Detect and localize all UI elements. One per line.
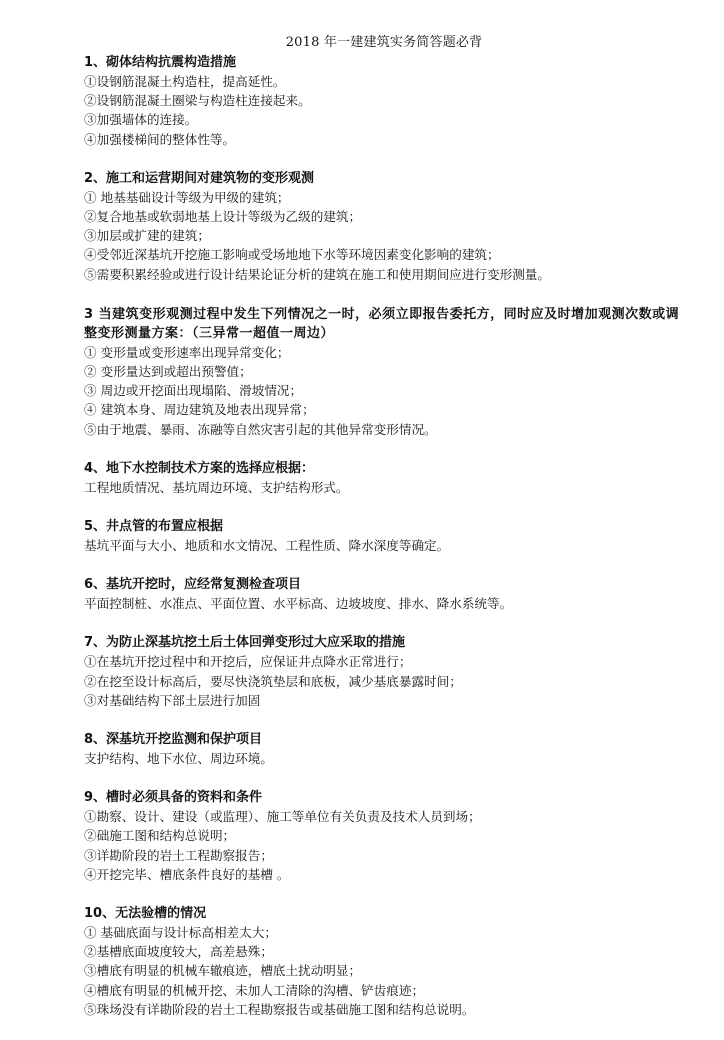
section-line: ⑤需要积累经验或进行设计结果论证分析的建筑在施工和使用期间应进行变形测量。 xyxy=(84,266,550,282)
section-9 xyxy=(84,789,684,884)
section-heading: 9、槽时必须具备的资料和条件 xyxy=(84,790,263,806)
section-heading: 1、砌体结构抗震构造措施 xyxy=(84,55,237,70)
section-line: ①勘察、设计、建设（或监理）、施工等单位有关负责及技术人员到场； xyxy=(84,809,481,825)
section-line: ②设钢筋混凝土圈梁与构造柱连接起来。 xyxy=(84,93,311,109)
section-10 xyxy=(84,905,684,1019)
section-line: ③ 周边或开挖面出现塌陷、滑坡情况； xyxy=(84,383,303,399)
section-heading: 8、深基坑开挖监测和保护项目 xyxy=(84,732,263,748)
section-heading: 4、地下水控制技术方案的选择应根据： xyxy=(84,460,315,476)
section-6 xyxy=(84,576,684,613)
section-line: ① 地基基础设计等级为甲级的建筑； xyxy=(84,189,290,205)
section-heading: 7、为防止深基坑挖土后土体回弹变形过大应采取的措施 xyxy=(84,635,406,651)
section-4 xyxy=(84,460,684,497)
section-8 xyxy=(84,731,684,768)
section-line: ④受邻近深基坑开挖施工影响或受场地地下水等环境因素变化影响的建筑； xyxy=(84,247,500,263)
section-line: ④ 建筑本身、周边建筑及地表出现异常； xyxy=(84,402,315,418)
document-page xyxy=(84,33,684,1040)
section-line: 工程地质情况、基坑周边环境、支护结构形式。 xyxy=(84,479,349,495)
section-line: ⑤由于地震、暴雨、冻融等自然灾害引起的其他异常变形情况。 xyxy=(84,421,437,437)
section-line: ② 变形量达到或超出预警值； xyxy=(84,364,252,380)
section-line: ②在挖至设计标高后，要尽快浇筑垫层和底板，减少基底暴露时间； xyxy=(84,673,462,689)
section-line: ②复合地基或软弱地基上设计等级为乙级的建筑； xyxy=(84,209,362,225)
section-line: ⑤珠场没有详勘阶段的岩土工程勘察报告或基础施工图和结构总说明。 xyxy=(84,1001,475,1017)
section-5 xyxy=(84,518,684,555)
section-heading: 10、无法验槽的情况 xyxy=(84,906,207,922)
section-line: 支护结构、地下水位、周边环境。 xyxy=(84,751,273,767)
section-7 xyxy=(84,634,684,710)
section-line: ④开挖完毕、槽底条件良好的基槽 。 xyxy=(84,866,290,882)
section-1 xyxy=(84,54,684,149)
section-line: ④加强楼梯间的整体性等。 xyxy=(84,131,236,147)
section-line: 基坑平面与大小、地质和水文情况、工程性质、降水深度等确定。 xyxy=(84,538,450,554)
section-line: ③加层或扩建的建筑； xyxy=(84,228,210,244)
section-heading: 6、基坑开挖时，应经常复测检查项目 xyxy=(84,577,302,593)
section-line: ③详勘阶段的岩土工程勘察报告； xyxy=(84,847,273,863)
section-line: ① 基础底面与设计标高相差太大； xyxy=(84,925,277,941)
section-heading: 2、施工和运营期间对建筑物的变形观测 xyxy=(84,170,315,186)
section-line: ②基槽底面坡度较大，高差悬殊； xyxy=(84,944,273,960)
section-line: ③槽底有明显的机械车辙痕迹，槽底土扰动明显； xyxy=(84,963,362,979)
document-title: 2018 年一建建筑实务简答题必背 xyxy=(285,35,483,50)
section-2 xyxy=(84,170,684,284)
section-line: ④槽底有明显的机械开挖、未加人工清除的沟槽、铲齿痕迹； xyxy=(84,982,425,998)
section-line: ②础施工图和结构总说明； xyxy=(84,828,236,844)
section-line: 平面控制桩、水准点、平面位置、水平标高、边坡坡度、排水、降水系统等。 xyxy=(84,596,513,612)
section-heading: 5、井点管的布置应根据 xyxy=(84,519,224,535)
section-line: ③加强墙体的连接。 xyxy=(84,112,198,128)
section-line: ① 变形量或变形速率出现异常变化； xyxy=(84,344,290,360)
section-3 xyxy=(84,305,684,439)
section-line: ①在基坑开挖过程中和开挖后，应保证井点降水正常进行； xyxy=(84,654,412,670)
section-line: ③对基础结构下部土层进行加固 xyxy=(84,692,261,708)
section-line: ①设钢筋混凝土构造柱，提高延性。 xyxy=(84,74,286,89)
section-heading: 3 当建筑变形观测过程中发生下列情况之一时，必须立即报告委托方，同时应及时增加观测次数或调整变形测量方案：（三异常一超值一周边） xyxy=(84,306,680,341)
